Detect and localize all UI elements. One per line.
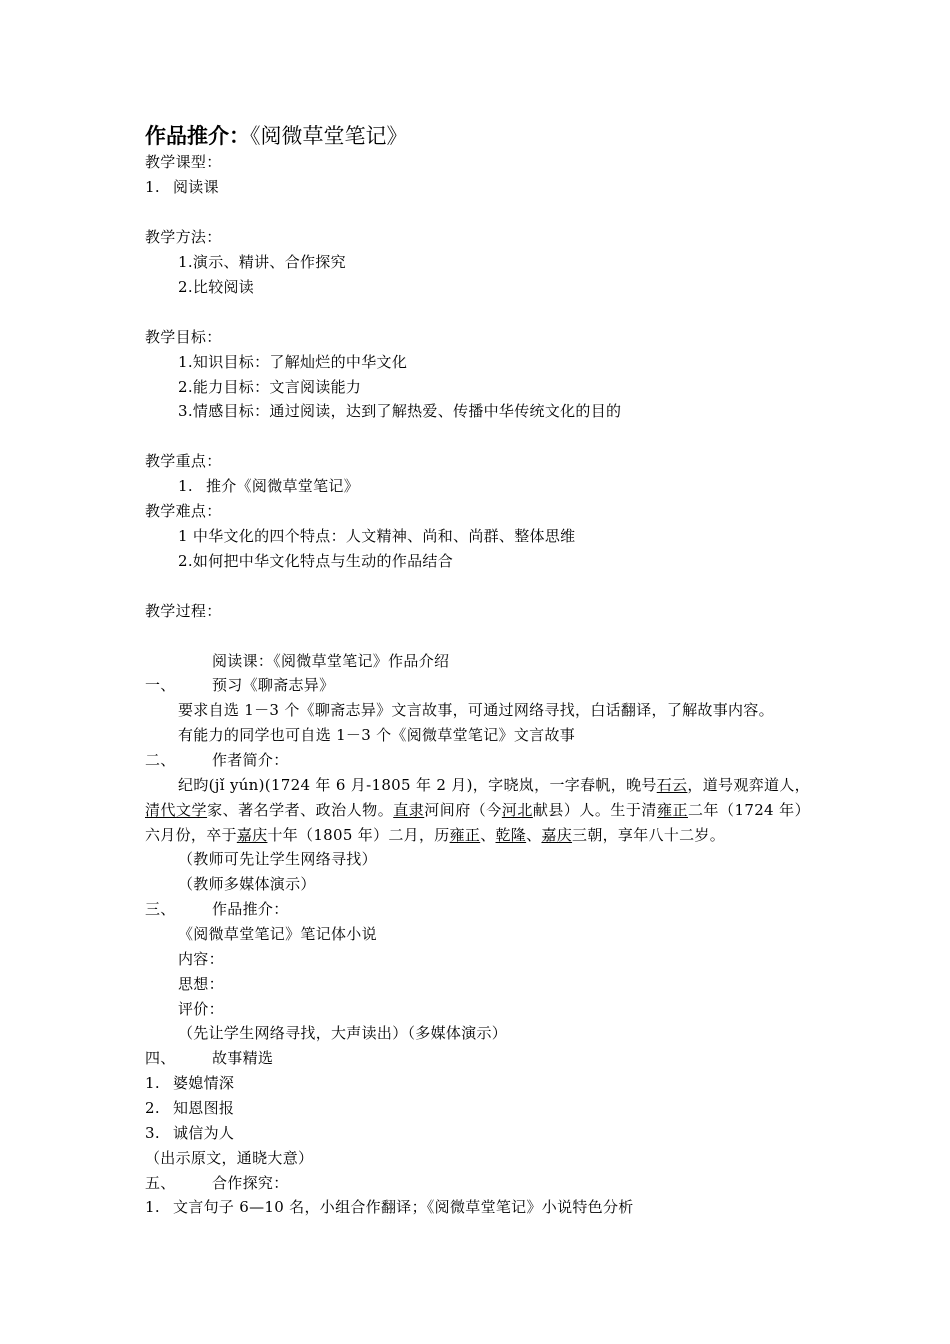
- link-shiyun[interactable]: 石云: [656, 776, 688, 794]
- method-item: 1.演示、精讲、合作探究: [178, 253, 346, 271]
- section-heading: 一、 预习《聊斋志异》: [145, 676, 335, 694]
- section-text: 要求自选 1－3 个《聊斋志异》文言故事，可通过网络寻找，白话翻译，了解故事内容。: [178, 701, 774, 719]
- link-wenxue[interactable]: 文学: [176, 801, 208, 819]
- lesson-type-heading: 教学课型：: [145, 153, 222, 171]
- inquiry-item: 1. 文言句子 6—10 名，小组合作翻译；《阅微草堂笔记》小说特色分析: [145, 1198, 634, 1216]
- difficulty-heading: 教学难点：: [145, 502, 222, 520]
- section-heading: 三、 作品推介：: [145, 900, 289, 918]
- story-item: 3. 诚信为人: [145, 1124, 235, 1142]
- difficulty-item: 1 中华文化的四个特点：人文精神、尚和、尚群、整体思维: [178, 527, 576, 545]
- story-item: 1. 婆媳情深: [145, 1074, 235, 1092]
- teacher-note: （教师可先让学生网络寻找）: [178, 850, 377, 868]
- link-qingdai[interactable]: 清代: [145, 801, 177, 819]
- goal-item: 2.能力目标：文言阅读能力: [178, 378, 362, 396]
- author-bio-paragraph: 纪昀(jǐ yún)(1724 年 6 月-1805 年 2 月)，字晓岚，一字春帆，晚号石云，道号观弈道人，清代文学家、著名学者、政治人物。直隶河间府（今河北献县）人。生于清雍正二年（1724 年）六月份，卒于嘉庆十年（1805 年）二月，历雍正、乾隆、嘉庆三朝，享年八十二岁。: [145, 776, 810, 844]
- link-jiaqing[interactable]: 嘉庆: [236, 826, 268, 844]
- section-text: （先让学生网络寻找，大声读出）（多媒体演示）: [178, 1024, 508, 1042]
- goal-item: 1.知识目标：了解灿烂的中华文化: [178, 353, 408, 371]
- section-text: 《阅微草堂笔记》笔记体小说: [178, 925, 377, 943]
- section-note: （出示原文，通晓大意）: [145, 1149, 314, 1167]
- section-text: 有能力的同学也可自选 1－3 个《阅微草堂笔记》文言故事: [178, 726, 576, 744]
- section-heading: 四、 故事精选: [145, 1049, 274, 1067]
- section-text: 内容：: [178, 950, 224, 968]
- teacher-note: （教师多媒体演示）: [178, 875, 316, 893]
- link-hebei[interactable]: 河北: [501, 801, 533, 819]
- method-item: 2.比较阅读: [178, 278, 255, 296]
- process-heading: 教学过程：: [145, 602, 222, 620]
- link-jiaqing-2[interactable]: 嘉庆: [541, 826, 573, 844]
- lesson-type-item: 1. 阅读课: [145, 178, 219, 196]
- focus-item: 1. 推介《阅微草堂笔记》: [178, 477, 360, 495]
- section-text: 思想：: [178, 975, 224, 993]
- link-yongzheng-2[interactable]: 雍正: [449, 826, 481, 844]
- goal-item: 3.情感目标：通过阅读，达到了解热爱、传播中华传统文化的目的: [178, 402, 622, 420]
- method-heading: 教学方法：: [145, 228, 222, 246]
- goals-heading: 教学目标：: [145, 328, 222, 346]
- document-title: 作品推介：《阅微草堂笔记》: [145, 123, 408, 148]
- focus-heading: 教学重点：: [145, 452, 222, 470]
- section-text: 评价：: [178, 1000, 224, 1018]
- link-qianlong[interactable]: 乾隆: [495, 826, 527, 844]
- process-subtitle: 阅读课：《阅微草堂笔记》作品介绍: [212, 652, 450, 670]
- difficulty-item: 2.如何把中华文化特点与生动的作品结合: [178, 552, 454, 570]
- link-zhili[interactable]: 直隶: [393, 801, 425, 819]
- section-heading: 二、 作者简介：: [145, 751, 289, 769]
- link-yongzheng[interactable]: 雍正: [656, 801, 688, 819]
- section-heading: 五、 合作探究：: [145, 1174, 289, 1192]
- story-item: 2. 知恩图报: [145, 1099, 235, 1117]
